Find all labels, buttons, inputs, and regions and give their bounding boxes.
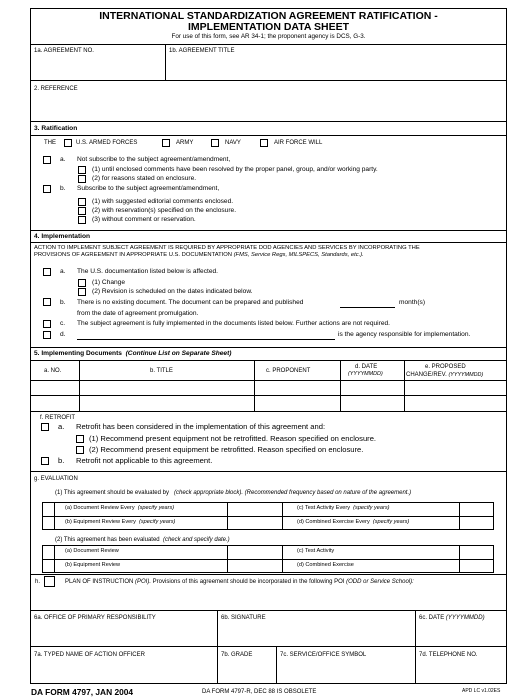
retrofit-a-text: Retrofit has been considered in the implementation of this agreement and: [76, 422, 326, 431]
ratify-b3-checkbox[interactable] [78, 216, 86, 224]
retrofit-b-text: Retrofit not applicable to this agreement. [76, 456, 213, 465]
agreement-title-field[interactable] [166, 56, 506, 79]
evaluated-c-checkbox[interactable] [283, 546, 295, 559]
implementation-intro-line1: ACTION TO IMPLEMENT SUBJECT AGREEMENT IS REQUIRED BY APPROPRIATE DOD AGENCIES AND SERVICES BY INCORPORATING THE [34, 245, 420, 251]
ratify-b2-checkbox[interactable] [78, 207, 86, 215]
navy-checkbox[interactable] [211, 139, 219, 147]
telephone-field[interactable] [416, 660, 506, 683]
col-change-header: CHANGE/REV. (YYYYMMDD) [406, 372, 484, 378]
retrofit-a2-text: (2) Recommend present equipment be retrofitted. Reason specified on enclosure. [89, 445, 364, 454]
documents-row[interactable] [31, 381, 506, 395]
form-title-line1: INTERNATIONAL STANDARDIZATION AGREEMENT RATIFICATION - [99, 10, 438, 22]
us-armed-forces-checkbox[interactable] [64, 139, 72, 147]
action-officer-label: 7a. TYPED NAME OF ACTION OFFICER [34, 652, 145, 658]
impl-b-months-label: month(s) [399, 299, 426, 306]
evaluated-b-label: (b) Equipment Review [65, 562, 121, 568]
col-date-header: d. DATE [355, 364, 378, 370]
col-no-header: a. NO. [44, 368, 62, 374]
eval-d-years-field[interactable] [460, 517, 493, 529]
army-checkbox[interactable] [162, 139, 170, 147]
eval-a-checkbox[interactable] [43, 503, 54, 516]
form-number: DA FORM 4797, JAN 2004 [31, 687, 134, 697]
agreement-no-field[interactable] [31, 56, 164, 79]
agreement-no-label: 1a. AGREEMENT NO. [34, 48, 94, 54]
evaluated-d-label: (d) Combined Exercise [297, 562, 354, 568]
implementation-heading: 4. Implementation [34, 233, 91, 240]
retrofit-b-letter: b. [58, 456, 65, 465]
evaluated-b-checkbox[interactable] [43, 560, 54, 572]
plan-checkbox[interactable] [44, 576, 55, 587]
impl-a-checkbox[interactable] [43, 268, 51, 276]
eval-c-years-field[interactable] [460, 503, 493, 516]
impl-a1-checkbox[interactable] [78, 279, 86, 287]
ratify-a2-checkbox[interactable] [78, 175, 86, 183]
eval-c-checkbox[interactable] [283, 503, 295, 516]
reference-field[interactable] [31, 94, 506, 119]
version-note: APD LC v1.02ES [462, 688, 501, 694]
impl-a-text: The U.S. documentation listed below is affected. [77, 268, 218, 275]
retrofit-a2-checkbox[interactable] [76, 446, 84, 454]
impl-d-letter: d. [60, 331, 66, 338]
evaluation-line1: (1) This agreement should be evaluated by (check appropriate block). (Recommended frequency based on nature of the agreement.) [55, 490, 412, 496]
col-title-header: b. TITLE [150, 368, 173, 374]
col-proponent-header: c. PROPONENT [266, 368, 311, 374]
eval-a-label: (a) Document Review Every (specify years) [65, 505, 175, 511]
eval-b-label: (b) Equipment Review Every (specify years) [65, 519, 176, 525]
impl-c-letter: c. [60, 320, 66, 327]
impl-b-text: There is no existing document. The document can be prepared and published [77, 299, 304, 306]
ratify-b1-checkbox[interactable] [78, 198, 86, 206]
impl-b-months-field[interactable] [340, 307, 395, 308]
ratify-a-letter: a. [60, 156, 66, 163]
col-proposed-header: e. PROPOSED [425, 364, 466, 370]
evaluated-b-date-field[interactable] [228, 560, 282, 572]
ratify-b2-text: (2) with reservation(s) specified on the enclosure. [92, 207, 237, 214]
documents-row[interactable] [31, 396, 506, 410]
documents-heading: 5. Implementing Documents (Continue List on Separate Sheet) [34, 350, 232, 357]
impl-d-text: is the agency responsible for implementation. [338, 331, 471, 338]
telephone-label: 7d. TELEPHONE NO. [419, 652, 478, 658]
impl-a2-checkbox[interactable] [78, 288, 86, 296]
air-force-checkbox[interactable] [260, 139, 268, 147]
plan-text: PLAN OF INSTRUCTION (POI). Provisions of this agreement should be incorporated in the following POI (ODD or Service School): [65, 579, 414, 585]
grade-label: 7b. GRADE [221, 652, 253, 658]
ratify-b-checkbox[interactable] [43, 185, 51, 193]
ratify-a2-text: (2) for reasons stated on enclosure. [92, 175, 197, 182]
plan-poi-field[interactable] [31, 588, 506, 609]
office-symbol-label: 7c. SERVICE/OFFICE SYMBOL [280, 652, 367, 658]
date-field[interactable] [416, 623, 506, 645]
reference-label: 2. REFERENCE [34, 86, 78, 92]
obsolete-note: DA FORM 4797-R, DEC 88 IS OBSOLETE [202, 689, 317, 695]
office-field[interactable] [31, 623, 216, 645]
signature-label: 6b. SIGNATURE [221, 615, 266, 621]
implementation-intro-line2: PROVISIONS OF AGREEMENT IN APPROPRIATE U.S. DOCUMENTATION (FMS, Service Regs, MILSPECS, Standards, etc.). [34, 252, 364, 258]
plan-letter: h. [35, 579, 41, 585]
retrofit-a-checkbox[interactable] [41, 423, 49, 431]
retrofit-a1-text: (1) Recommend present equipment not be retrofitted. Reason specified on enclosure. [89, 434, 377, 443]
impl-a2-text: (2) Revision is scheduled on the dates indicated below. [92, 288, 253, 295]
col-date-format: (YYYYMMDD) [348, 371, 383, 377]
date-label: 6c. DATE (YYYYMMDD) [419, 615, 485, 621]
form-subtitle: For use of this form, see AR 34-1; the proponent agency is DCS, G-3. [171, 33, 366, 40]
air-force-label: AIR FORCE WILL [274, 140, 323, 146]
impl-c-checkbox[interactable] [43, 320, 51, 328]
impl-a1-text: (1) Change [92, 279, 125, 286]
evaluation-line2: (2) This agreement has been evaluated (check and specify date.) [55, 537, 230, 543]
ratification-heading: 3. Ratification [34, 125, 78, 132]
ratify-b-text: Subscribe to the subject agreement/amendment, [77, 185, 220, 192]
signature-field[interactable] [218, 623, 414, 645]
impl-d-checkbox[interactable] [43, 331, 51, 339]
impl-b-text2: from the date of agreement promulgation. [77, 310, 199, 317]
ratify-b3-text: (3) without comment or reservation. [92, 216, 196, 223]
retrofit-b-checkbox[interactable] [41, 457, 49, 465]
ratify-a-checkbox[interactable] [43, 156, 51, 164]
navy-label: NAVY [225, 140, 241, 146]
impl-b-letter: b. [60, 299, 66, 306]
grade-field[interactable] [218, 660, 275, 683]
eval-d-checkbox[interactable] [283, 517, 295, 529]
ratify-a1-checkbox[interactable] [78, 166, 86, 174]
evaluated-d-date-field[interactable] [460, 560, 493, 572]
impl-d-agency-field[interactable] [77, 339, 335, 340]
army-label: ARMY [176, 140, 194, 146]
evaluated-a-checkbox[interactable] [43, 546, 54, 559]
agreement-title-label: 1b. AGREEMENT TITLE [169, 48, 235, 54]
evaluated-d-checkbox[interactable] [283, 560, 295, 572]
evaluated-a-date-field[interactable] [228, 546, 282, 559]
form-title-line2: IMPLEMENTATION DATA SHEET [188, 21, 349, 33]
office-symbol-field[interactable] [277, 660, 414, 683]
impl-b-checkbox[interactable] [43, 298, 51, 306]
ratify-a-text: Not subscribe to the subject agreement/amendment, [77, 156, 231, 163]
retrofit-heading: f. RETROFIT [40, 415, 75, 421]
impl-a-letter: a. [60, 268, 66, 275]
evaluated-c-label: (c) Test Activity [297, 548, 335, 554]
impl-c-text: The subject agreement is fully implemented in the documents listed below. Further actions are not required. [77, 320, 390, 327]
eval-c-label: (c) Test Activity Every (specify years) [297, 505, 390, 511]
retrofit-a-letter: a. [58, 422, 65, 431]
ratify-b-letter: b. [60, 185, 66, 192]
eval-d-label: (d) Combined Exercise Every (specify years) [297, 519, 410, 525]
action-officer-field[interactable] [31, 660, 216, 683]
office-label: 6a. OFFICE OF PRIMARY RESPONSIBILITY [34, 615, 156, 621]
retrofit-a1-checkbox[interactable] [76, 435, 84, 443]
us-armed-forces-label: U.S. ARMED FORCES [76, 140, 138, 146]
eval-b-years-field[interactable] [228, 517, 282, 529]
eval-a-years-field[interactable] [228, 503, 282, 516]
evaluated-c-date-field[interactable] [460, 546, 493, 559]
evaluated-a-label: (a) Document Review [65, 548, 119, 554]
eval-b-checkbox[interactable] [43, 517, 54, 529]
evaluation-heading: g. EVALUATION [34, 476, 78, 482]
the-label: THE [44, 140, 56, 146]
ratify-b1-text: (1) with suggested editorial comments enclosed. [92, 198, 234, 205]
ratify-a1-text: (1) until enclosed comments have been resolved by the proper panel, group, and/or working party. [92, 166, 378, 173]
